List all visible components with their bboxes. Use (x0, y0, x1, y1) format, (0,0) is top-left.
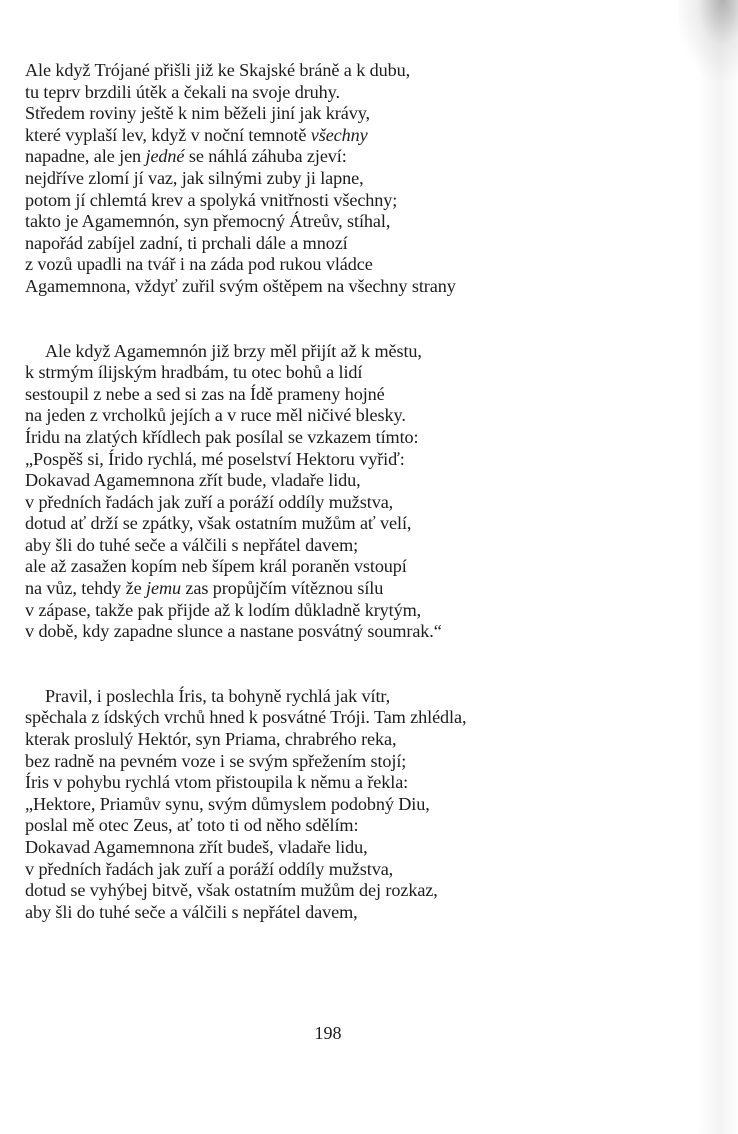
verse-line: aby šli do tuhé seče a válčili s nepřátel davem, (25, 901, 358, 922)
page-number: 198 (314, 1023, 342, 1043)
verse-line: „Pospěš si, Írido rychlá, mé poselství Hektoru vyřiď: (25, 448, 405, 469)
verse-line: nejdříve zlomí jí vaz, jak silnými zuby ji lapne, (25, 167, 364, 188)
verse-line: „Hektore, Priamův synu, svým důmyslem podobný Diu, (25, 793, 430, 814)
verse-line: které vyplaší lev, když v noční temnotě všechny (25, 124, 368, 145)
page-edge-shadow (698, 0, 738, 1134)
verse-line: k strmým ílijským hradbám, tu otec bohů a lidí (25, 362, 363, 383)
verse-line: v předních řadách jak zuří a poráží oddíly mužstva, (25, 491, 394, 512)
verse-line: Íridu na zlatých křídlech pak posílal se vzkazem tímto: (25, 426, 419, 447)
verse-line: tu teprv brzdili útěk a čekali na svoje druhy. (25, 81, 340, 102)
verse-line: spěchala z ídských vrchů hned k posvátné Tróji. Tam zhlédla, (25, 707, 467, 728)
verse-line: aby šli do tuhé seče a válčili s nepřátel davem; (25, 534, 359, 555)
verse-line: Agamemnona, vždyť zuřil svým oštěpem na všechny strany (25, 275, 456, 296)
verse-line: v době, kdy zapadne slunce a nastane posvátný soumrak.“ (25, 621, 442, 642)
verse-line: Dokavad Agamemnona zřít bude, vladaře lidu, (25, 470, 361, 491)
verse-line: v předních řadách jak zuří a poráží oddíly mužstva, (25, 858, 394, 879)
verse-line: napadne, ale jen jedné se náhlá záhuba zjeví: (25, 146, 347, 167)
verse-line: z vozů upadli na tvář i na záda pod rukou vládce (25, 254, 373, 275)
verse-line: na jeden z vrcholků jejích a v ruce měl ničivé blesky. (25, 405, 406, 426)
emphasized-word: jedné (145, 146, 185, 167)
verse-line: potom jí chlemtá krev a spolyká vnitřnosti všechny; (25, 189, 398, 210)
stanza-2 (25, 341, 665, 643)
stanza-3 (25, 686, 665, 924)
verse-line: ale až zasažen kopím neb šípem král poraněn vstoupí (25, 556, 407, 577)
verse-line: Ale když Trójané přišli již ke Skajské bráně a k dubu, (25, 60, 411, 80)
verse-line: sestoupil z nebe a sed si zas na Ídě prameny hojné (25, 383, 385, 404)
verse-line: takto je Agamemnón, syn přemocný Átreův, stíhal, (25, 211, 391, 232)
emphasized-word: jemu (146, 578, 181, 599)
book-page (25, 60, 665, 923)
verse-line: poslal mě otec Zeus, ať toto ti od něho sdělím: (25, 815, 359, 836)
emphasized-word: všechny (310, 124, 368, 145)
verse-line: Středem roviny ještě k nim běželi jiní jak krávy, (25, 103, 370, 124)
verse-line: napořád zabíjel zadní, ti prchali dále a mnozí (25, 232, 348, 253)
verse-line: v zápase, takže pak přijde až k lodím důkladně krytým, (25, 599, 422, 620)
stanza-1 (25, 60, 665, 298)
verse-line: Íris v pohybu rychlá vtom přistoupila k němu a řekla: (25, 772, 409, 793)
verse-line: Dokavad Agamemnona zřít budeš, vladaře lidu, (25, 837, 368, 857)
page-corner-shadow (678, 0, 738, 80)
verse-line: na vůz, tehdy že jemu zas propůjčím vítěznou sílu (25, 578, 384, 599)
verse-line: bez radně na pevném voze i se svým spřežením stojí; (25, 750, 407, 771)
verse-line: Pravil, i poslechla Íris, ta bohyně rychlá jak vítr, (45, 685, 391, 706)
verse-line: Ale když Agamemnón již brzy měl přijít až k městu, (45, 340, 422, 361)
verse-line: dotud se vyhýbej bitvě, však ostatním mužům dej rozkaz, (25, 880, 438, 901)
verse-line: kterak proslulý Hektór, syn Priama, chrabrého reka, (25, 729, 397, 750)
verse-line: dotud ať drží se zpátky, však ostatním mužům ať velí, (25, 513, 412, 534)
